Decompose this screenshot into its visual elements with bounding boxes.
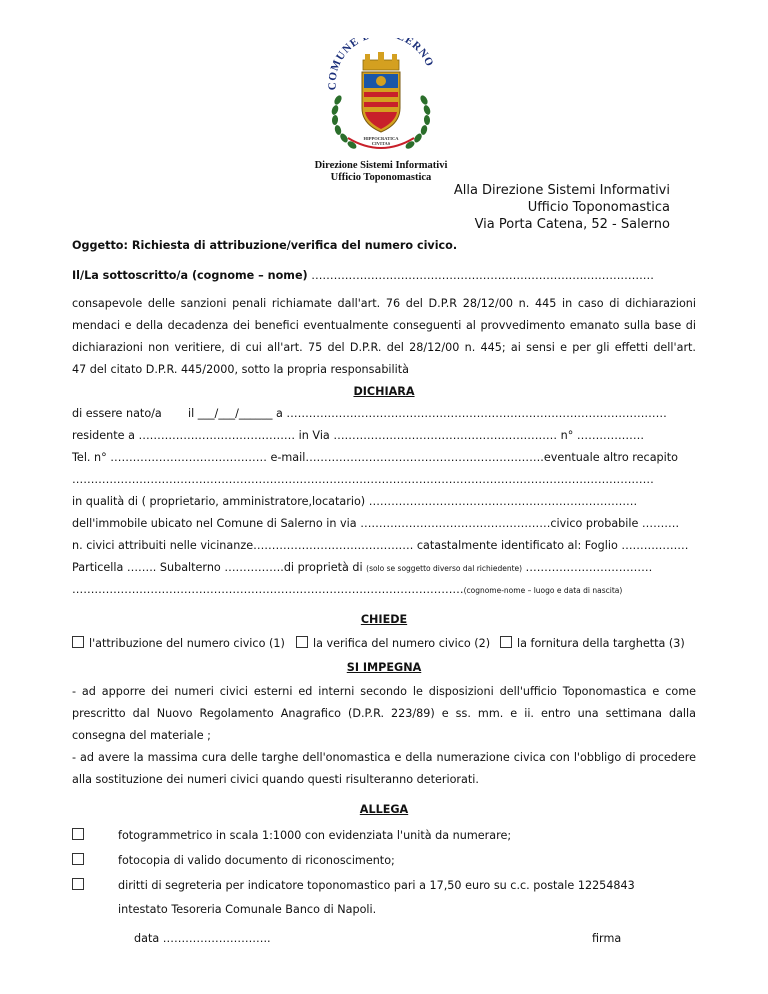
owner-note: (solo se soggetto diverso dal richiedente) [366,564,523,573]
option-targhetta-label: la fornitura della targhetta (3) [517,637,685,650]
owner-field[interactable]: .…………………………… [522,561,653,574]
intro-text-1: consapevole delle sanzioni penali richiamate dall'art. 76 del D.P.R 28/12/00 n. 445 in caso di dichiarazioni [72,297,696,310]
checkbox-icon[interactable] [72,853,84,865]
checkbox-icon[interactable] [72,636,84,648]
checkbox-icon[interactable] [72,878,84,890]
checkbox-icon[interactable] [296,636,308,648]
owner-details-note: (cognome-nome – luogo e data di nascita) [463,586,623,595]
contact-field[interactable]: Tel. n° …………………………………… e-mail……………………………………………………….eventuale altro recapito [72,451,678,464]
allega-item-2[interactable] [72,853,89,868]
allega-item-1[interactable] [72,828,89,843]
impegna-text-2: prescritto dal Nuovo Regolamento Anagrafico (D.P.R. 223/89) e ss. mm. e ii. entro una settimana dalla [72,707,696,720]
recipient-line1: Alla Direzione Sistemi Informativi [453,183,670,198]
owner-details-field[interactable]: …………………………………………………………………………………………… [72,583,464,596]
nearby-civics-field[interactable]: n. civici attribuiti nelle vicinanze……………………………………. catastalmente identificato al: Foglio ……………… [72,539,689,552]
recipient-line2: Ufficio Toponomastica [527,200,670,215]
declarant-name-field[interactable]: ………………………………………………………………..……………… [307,269,654,282]
recipient-line3: Via Porta Catena, 52 - Salerno [474,217,670,232]
residence-field[interactable]: residente a …………………………………… in Via …………………………………………………… n° ……………… [72,429,645,442]
allega-item-3-label-2: intestato Tesoreria Comunale Banco di Napoli. [118,903,377,916]
dichiara-heading: DICHIARA [353,385,415,398]
dept-line2: Ufficio Toponomastica [330,172,432,183]
allega-item-1-label: fotogrammetrico in scala 1:1000 con evidenziata l'unità da numerare; [118,829,512,842]
impegna-text-5: alla sostituzione dei numeri civici quando questi risulteranno deteriorati. [72,773,479,786]
allega-item-2-label: fotocopia di valido documento di riconoscimento; [118,854,395,867]
logo-motto-line2: CIVITAS [371,141,391,146]
declarant-label: Il/La sottoscritto/a (cognome – nome) [72,269,308,282]
option-attribuzione-label: l'attribuzione del numero civico (1) [89,637,285,650]
allega-heading: ALLEGA [359,803,409,816]
impegna-text-1: - ad apporre dei numeri civici esterni ed interni secondo le disposizioni dell'ufficio Toponomastica e come [72,685,696,698]
impegna-heading: SI IMPEGNA [346,661,422,674]
option-attribuzione[interactable] [72,636,285,651]
impegna-text-3: consegna del materiale ; [72,729,211,742]
birth-label: di essere nato/a [72,407,162,420]
declarant-line [72,268,654,283]
option-targhetta[interactable] [500,636,685,651]
checkbox-icon[interactable] [500,636,512,648]
signature-field[interactable]: firma [592,932,622,945]
allega-item-3-label: diritti di segreteria per indicatore toponomastico pari a 17,50 euro su c.c. postale 12254843 [118,879,635,892]
option-verifica[interactable] [296,636,490,651]
impegna-text-4: - ad avere la massima cura delle targhe dell'onomastica e della numerazione civica con l'obbligo di procedere [72,751,696,764]
role-field[interactable]: in qualità di ( proprietario, amministratore,locatario) ……………………………………………………………… [72,495,638,508]
comune-logo [318,38,444,156]
other-contact-field[interactable]: ………………………………………………………………………………………………………………………………………… [72,473,654,486]
birth-date-place-field[interactable]: il ___/___/______ a ………………………………………………………………………………………… [188,407,667,420]
logo-ring-text: COMUNE ERNO [326,38,436,91]
logo-motto-line1: HIPPOCRATICA [363,136,399,141]
owner-details-line[interactable] [72,582,622,598]
subject-line: Oggetto: Richiesta di attribuzione/verifica del numero civico. [72,239,458,252]
cadastral-line[interactable] [72,560,652,576]
recipient-block [400,182,670,233]
intro-text-2: mendaci e della decadenza dei benefici eventualmente conseguenti al provvedimento emanato sulla base di [72,319,696,332]
particella-field[interactable]: Particella …….. Subalterno …………….di proprietà di [72,561,363,574]
allega-item-3[interactable] [72,878,89,893]
intro-text-3: dichiarazioni non veritiere, di cui all'art. 75 del D.P.R. del 28/12/00 n. 445; ai sensi e per gli effetti dell'art. [72,341,696,354]
chiede-heading: CHIEDE [360,613,408,626]
dept-line1: Direzione Sistemi Informativi [314,160,448,171]
option-verifica-label: la verifica del numero civico (2) [313,637,491,650]
property-address-field[interactable]: dell'immobile ubicato nel Comune di Salerno in via ……………………………………………civico probabile ………. [72,517,680,530]
checkbox-icon[interactable] [72,828,84,840]
intro-text-4: 47 del citato D.P.R. 445/2000, sotto la propria responsabilità [72,363,409,376]
date-field[interactable]: data ……………………….. [134,932,271,945]
